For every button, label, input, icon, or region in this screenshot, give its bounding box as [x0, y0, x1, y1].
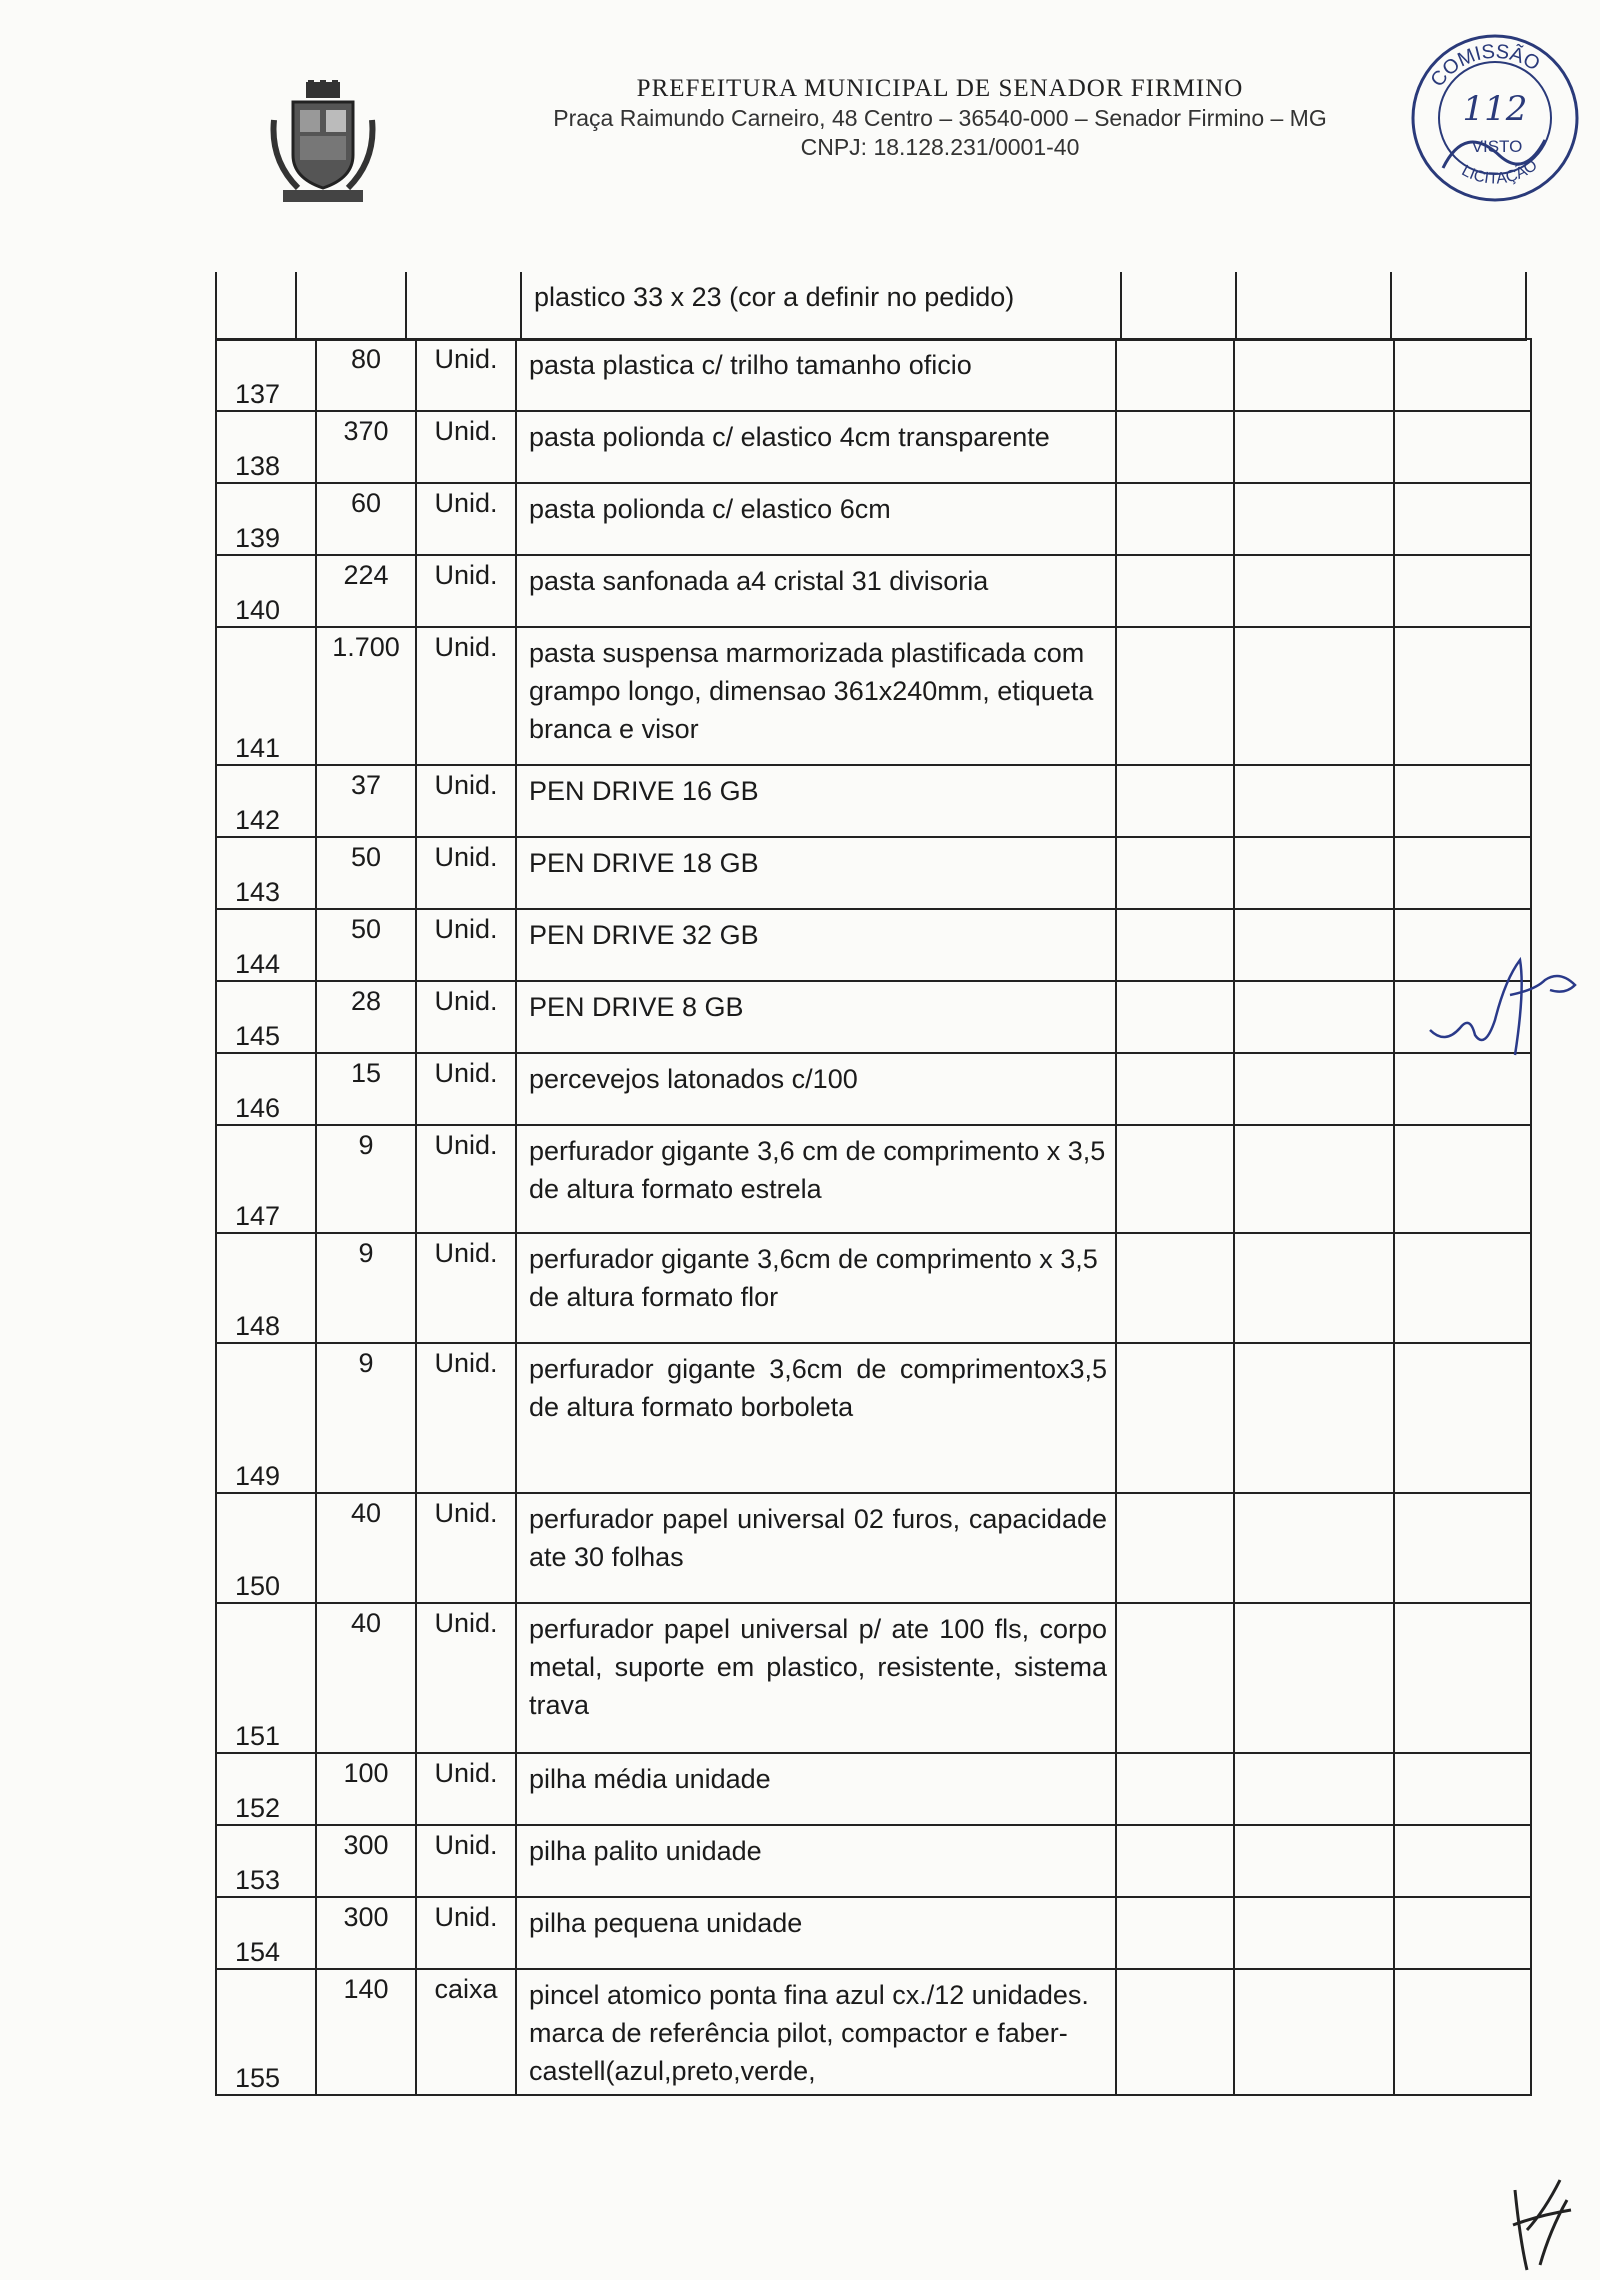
item-number	[216, 1969, 316, 2095]
svg-text:COMISSÃO	[1427, 41, 1544, 91]
unit-cell: Unid.	[416, 765, 516, 837]
total-price-cell	[1394, 1603, 1531, 1753]
table-row	[216, 1233, 1531, 1343]
table-row	[216, 765, 1531, 837]
unit-cell: Unid.	[416, 483, 516, 555]
municipal-coat-of-arms-icon	[268, 80, 378, 205]
description-cell: perfurador papel universal p/ ate 100 fls, corpo metal, suporte em plastico, resistente, sistema trava	[516, 1603, 1116, 1753]
items-table	[215, 338, 1532, 2096]
commission-stamp-icon	[1405, 28, 1585, 208]
unit-price-cell	[1234, 1603, 1394, 1753]
item-number-label: 155	[235, 2063, 281, 2093]
unit-price-cell	[1234, 837, 1394, 909]
quantity-cell: 224	[316, 555, 416, 627]
description-cell: pincel atomico ponta fina azul cx./12 unidades. marca de referência pilot, compactor e faber-castell(azul,preto,verde,	[516, 1969, 1116, 2095]
unit-cell: Unid.	[416, 339, 516, 411]
total-price-cell	[1394, 1053, 1531, 1125]
unit-cell: Unid.	[416, 909, 516, 981]
description-cell: PEN DRIVE 18 GB	[516, 837, 1116, 909]
table-row	[216, 1825, 1531, 1897]
table-row	[216, 1493, 1531, 1603]
table-row	[216, 483, 1531, 555]
item-number-label: 140	[235, 595, 281, 625]
brand-cell	[1116, 765, 1234, 837]
stamp-top-text: COMISSÃO	[1426, 40, 1544, 92]
table-row	[216, 339, 1531, 411]
brand-cell	[1116, 981, 1234, 1053]
item-number-label: 152	[235, 1793, 281, 1823]
total-price-cell	[1394, 1125, 1531, 1233]
total-price-cell	[1394, 411, 1531, 483]
quantity-cell: 9	[316, 1125, 416, 1233]
quantity-cell: 300	[316, 1897, 416, 1969]
table-row	[216, 1343, 1531, 1493]
quantity-cell: 370	[316, 411, 416, 483]
description-cell: pilha palito unidade	[516, 1825, 1116, 1897]
item-number-label: 142	[235, 805, 281, 835]
total-price-cell	[1394, 627, 1531, 765]
brand-cell	[1116, 411, 1234, 483]
unit-price-cell	[1234, 1825, 1394, 1897]
unit-cell: Unid.	[416, 1125, 516, 1233]
item-number-label: 150	[235, 1571, 281, 1601]
unit-cell: Unid.	[416, 1053, 516, 1125]
brand-cell	[1116, 627, 1234, 765]
description-cell: pasta polionda c/ elastico 4cm transparente	[516, 411, 1116, 483]
unit-price-cell	[1234, 1233, 1394, 1343]
municipality-title: PREFEITURA MUNICIPAL DE SENADOR FIRMINO	[636, 75, 1244, 102]
brand-cell	[1116, 909, 1234, 981]
table-row	[216, 627, 1531, 765]
table-row	[216, 1603, 1531, 1753]
unit-cell: Unid.	[416, 837, 516, 909]
item-number-label: 153	[235, 1865, 281, 1895]
total-price-cell	[1394, 765, 1531, 837]
unit-cell: Unid.	[416, 1603, 516, 1753]
brand-cell	[1116, 837, 1234, 909]
table-row	[216, 909, 1531, 981]
unit-price-cell	[1234, 765, 1394, 837]
brand-cell	[1116, 1753, 1234, 1825]
items-table-continuation	[215, 272, 1527, 341]
unit-cell: Unid.	[416, 981, 516, 1053]
brand-cell	[1116, 1969, 1234, 2095]
item-number	[216, 1343, 316, 1493]
total-price-cell	[1394, 483, 1531, 555]
brand-cell	[1116, 1897, 1234, 1969]
quantity-cell: 60	[316, 483, 416, 555]
description-cell: perfurador gigante 3,6cm de comprimento x 3,5 de altura formato flor	[516, 1233, 1116, 1343]
brand-cell	[1116, 1343, 1234, 1493]
stamp-number: 112	[1462, 89, 1528, 129]
item-number-label: 151	[235, 1721, 281, 1751]
table-row	[216, 1897, 1531, 1969]
quantity-cell: 100	[316, 1753, 416, 1825]
description-cell: PEN DRIVE 32 GB	[516, 909, 1116, 981]
total-price-cell	[1394, 1233, 1531, 1343]
total-price-cell	[1394, 1343, 1531, 1493]
total-price-cell	[1394, 837, 1531, 909]
item-number	[216, 1897, 316, 1969]
total-price-cell	[1394, 1897, 1531, 1969]
item-number	[216, 1603, 316, 1753]
municipality-address: Praça Raimundo Carneiro, 48 Centro – 36540-000 – Senador Firmino – MG	[553, 105, 1327, 131]
item-number	[216, 765, 316, 837]
item-number	[216, 981, 316, 1053]
unit-price-cell	[1234, 339, 1394, 411]
unit-price-cell	[1234, 627, 1394, 765]
total-price-cell	[1394, 339, 1531, 411]
unit-price-cell	[1234, 981, 1394, 1053]
unit-cell: caixa	[416, 1969, 516, 2095]
brand-cell	[1116, 1603, 1234, 1753]
unit-cell: Unid.	[416, 627, 516, 765]
brand-cell	[1116, 1125, 1234, 1233]
unit-cell: Unid.	[416, 1825, 516, 1897]
item-number	[216, 837, 316, 909]
description-cell: perfurador gigante 3,6cm de comprimentox3,5 de altura formato borboleta	[516, 1343, 1116, 1493]
total-price-cell	[1394, 555, 1531, 627]
brand-cell	[1116, 483, 1234, 555]
item-number-label: 141	[235, 733, 281, 763]
item-number-label: 147	[235, 1201, 281, 1231]
quantity-cell: 80	[316, 339, 416, 411]
unit-price-cell	[1234, 1753, 1394, 1825]
description-cell: pilha pequena unidade	[516, 1897, 1116, 1969]
description-cell: pasta suspensa marmorizada plastificada com grampo longo, dimensao 361x240mm, etiqueta branca e visor	[516, 627, 1116, 765]
stamp-visto: VISTO	[1471, 137, 1523, 156]
description-cell: pilha média unidade	[516, 1753, 1116, 1825]
item-number	[216, 483, 316, 555]
quantity-cell: 1.700	[316, 627, 416, 765]
quantity-cell: 37	[316, 765, 416, 837]
brand-cell	[1116, 555, 1234, 627]
table-row	[216, 555, 1531, 627]
description-cell: pasta sanfonada a4 cristal 31 divisoria	[516, 555, 1116, 627]
table-row	[216, 981, 1531, 1053]
description-cell: pasta plastica c/ trilho tamanho oficio	[516, 339, 1116, 411]
unit-price-cell	[1234, 909, 1394, 981]
continued-description: plastico 33 x 23 (cor a definir no pedido)	[521, 272, 1121, 340]
item-number	[216, 1053, 316, 1125]
quantity-cell: 300	[316, 1825, 416, 1897]
total-price-cell	[1394, 1825, 1531, 1897]
unit-price-cell	[1234, 1969, 1394, 2095]
item-number	[216, 627, 316, 765]
unit-cell: Unid.	[416, 1753, 516, 1825]
item-number-label: 148	[235, 1311, 281, 1341]
item-number-label: 146	[235, 1093, 281, 1123]
description-cell: perfurador gigante 3,6 cm de comprimento x 3,5 de altura formato estrela	[516, 1125, 1116, 1233]
item-number	[216, 411, 316, 483]
unit-price-cell	[1234, 1053, 1394, 1125]
description-cell: perfurador papel universal 02 furos, capacidade ate 30 folhas	[516, 1493, 1116, 1603]
item-number	[216, 555, 316, 627]
brand-cell	[1116, 1233, 1234, 1343]
item-number	[216, 1125, 316, 1233]
unit-cell: Unid.	[416, 1233, 516, 1343]
quantity-cell: 9	[316, 1233, 416, 1343]
item-number-label: 137	[235, 379, 281, 409]
table-row	[216, 1053, 1531, 1125]
item-number-label: 149	[235, 1461, 281, 1491]
unit-price-cell	[1234, 483, 1394, 555]
item-number	[216, 339, 316, 411]
unit-cell: Unid.	[416, 1897, 516, 1969]
description-cell: percevejos latonados c/100	[516, 1053, 1116, 1125]
table-row	[216, 837, 1531, 909]
unit-price-cell	[1234, 1897, 1394, 1969]
unit-price-cell	[1234, 1125, 1394, 1233]
table-row	[216, 411, 1531, 483]
table-row	[216, 1969, 1531, 2095]
item-number-label: 143	[235, 877, 281, 907]
stamp-bottom-text: LICITAÇÃO	[1458, 156, 1541, 188]
description-cell: PEN DRIVE 8 GB	[516, 981, 1116, 1053]
quantity-cell: 9	[316, 1343, 416, 1493]
brand-cell	[1116, 339, 1234, 411]
item-number-label: 145	[235, 1021, 281, 1051]
brand-cell	[1116, 1493, 1234, 1603]
unit-price-cell	[1234, 555, 1394, 627]
unit-price-cell	[1234, 1493, 1394, 1603]
item-number-label: 138	[235, 451, 281, 481]
unit-price-cell	[1234, 411, 1394, 483]
unit-cell: Unid.	[416, 1493, 516, 1603]
quantity-cell: 40	[316, 1493, 416, 1603]
footer-initials-icon	[1505, 2170, 1575, 2280]
brand-cell	[1116, 1825, 1234, 1897]
item-number	[216, 1825, 316, 1897]
municipality-cnpj: CNPJ: 18.128.231/0001-40	[800, 134, 1080, 160]
item-number-label: 139	[235, 523, 281, 553]
item-number	[216, 1233, 316, 1343]
quantity-cell: 28	[316, 981, 416, 1053]
margin-signature-icon	[1425, 950, 1585, 1060]
quantity-cell: 50	[316, 909, 416, 981]
unit-cell: Unid.	[416, 1343, 516, 1493]
item-number-label: 154	[235, 1937, 281, 1967]
item-number	[216, 909, 316, 981]
quantity-cell: 140	[316, 1969, 416, 2095]
item-number	[216, 1493, 316, 1603]
unit-price-cell	[1234, 1343, 1394, 1493]
total-price-cell	[1394, 1753, 1531, 1825]
table-row	[216, 1125, 1531, 1233]
total-price-cell	[1394, 1493, 1531, 1603]
item-number-label: 144	[235, 949, 281, 979]
quantity-cell: 50	[316, 837, 416, 909]
unit-cell: Unid.	[416, 555, 516, 627]
description-cell: PEN DRIVE 16 GB	[516, 765, 1116, 837]
quantity-cell: 40	[316, 1603, 416, 1753]
item-number	[216, 1753, 316, 1825]
total-price-cell	[1394, 1969, 1531, 2095]
brand-cell	[1116, 1053, 1234, 1125]
table-row	[216, 1753, 1531, 1825]
quantity-cell: 15	[316, 1053, 416, 1125]
unit-cell: Unid.	[416, 411, 516, 483]
description-cell: pasta polionda c/ elastico 6cm	[516, 483, 1116, 555]
